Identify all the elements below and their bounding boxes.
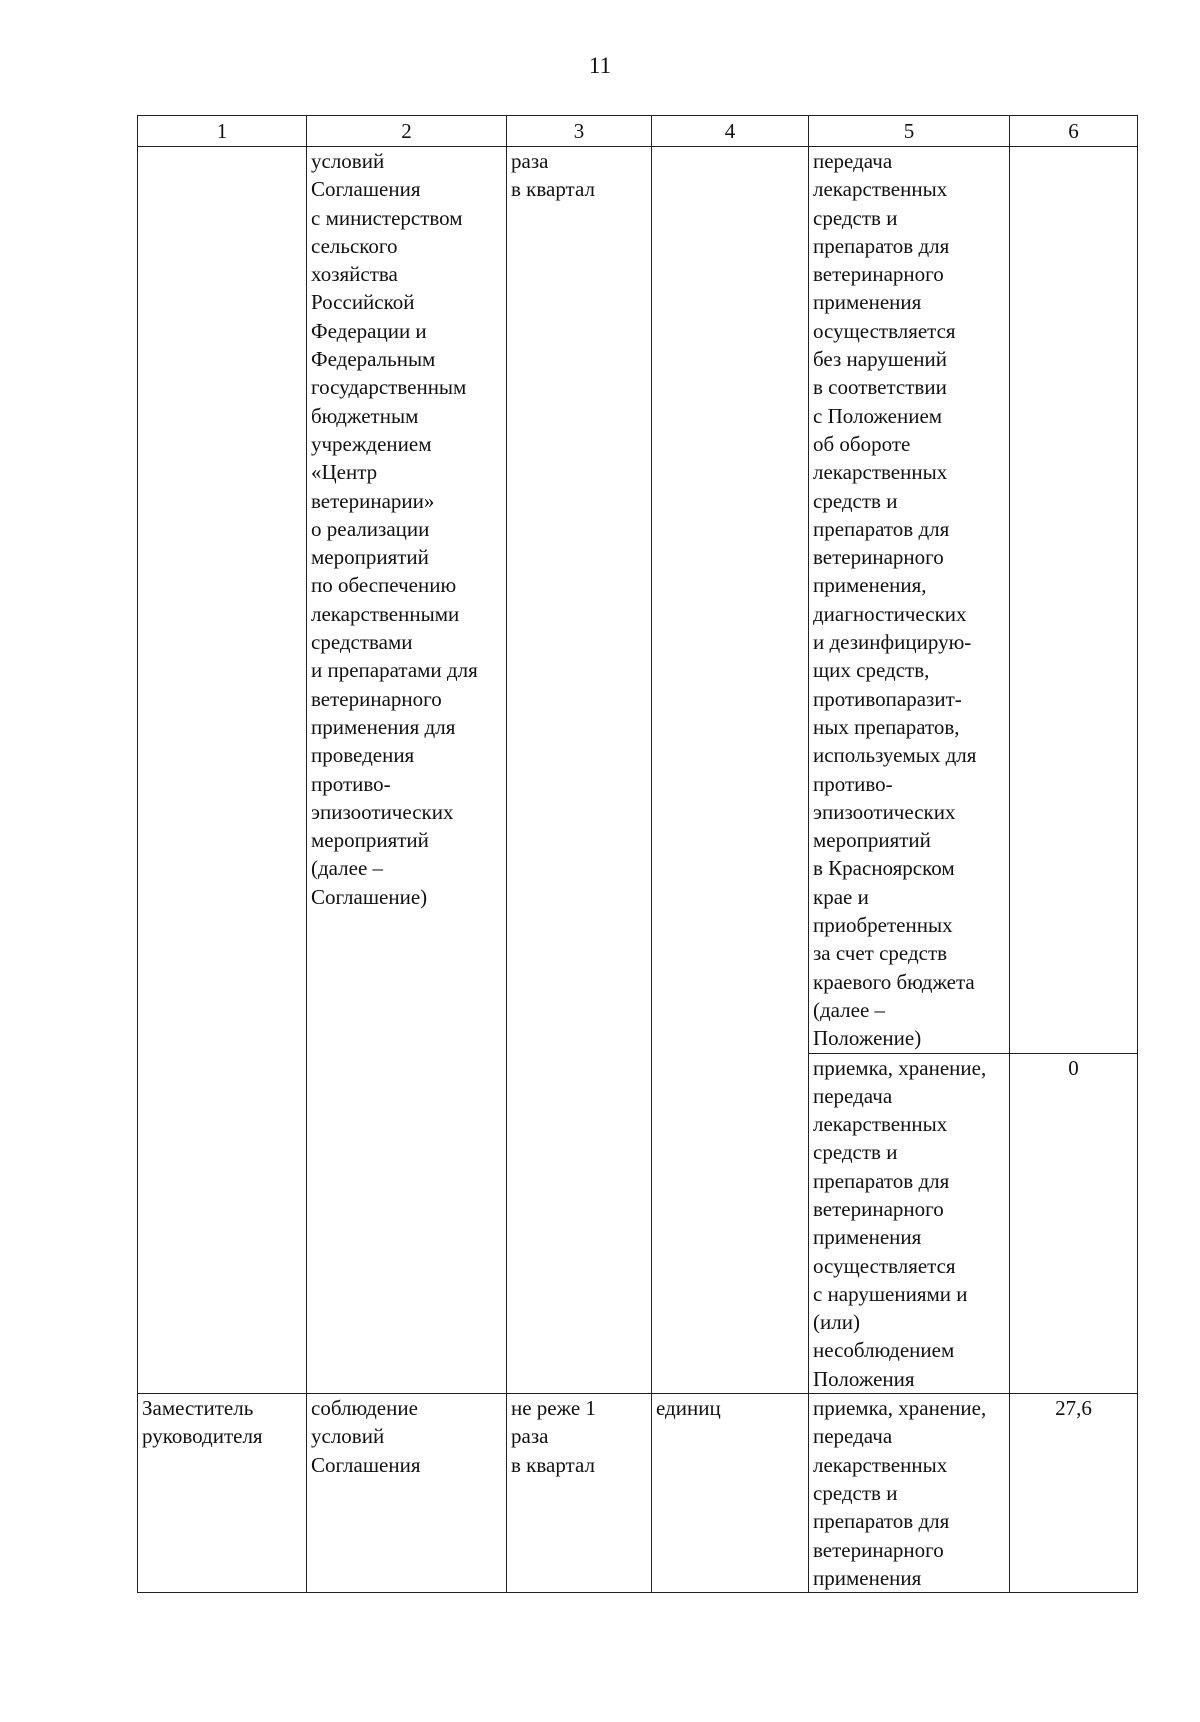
col-header-6: 6	[1010, 116, 1138, 147]
row3-position-cell: Заместитель руководителя	[138, 1394, 307, 1593]
criteria-table	[137, 115, 1138, 1593]
col-header-5: 5	[809, 116, 1010, 147]
page-number: 11	[588, 53, 612, 78]
row3-unit-cell: единиц	[652, 1394, 809, 1593]
table-row	[138, 147, 1138, 1054]
table-row	[138, 1394, 1138, 1593]
col-header-4: 4	[652, 116, 809, 147]
col-header-3: 3	[507, 116, 652, 147]
row1-value-cell	[1010, 147, 1138, 1054]
row1-criterion-cell: передача лекарственных средств и препаратов для ветеринарного применения осуществляется без нарушений в соответствии с Положением об обороте лекарственных средств и препаратов для ветеринарного применения, диагностических и дезинфицирую- щих средств, противопаразит- ных препаратов, используемых для противо- эпизоотических мероприятий в Красноярском крае и приобретенных за счет средств краевого бюджета (далее – Положение)	[809, 147, 1010, 1054]
row1-position-cell	[138, 147, 307, 1394]
row3-criterion-cell: приемка, хранение, передача лекарственных средств и препаратов для ветеринарного применения	[809, 1394, 1010, 1593]
row3-value-cell: 27,6	[1010, 1394, 1138, 1593]
row1-indicator-cell: условий Соглашения с министерством сельского хозяйства Российской Федерации и Федеральным государственным бюджетным учреждением «Центр ветеринарии» о реализации мероприятий по обеспечению лекарственными средствами и препаратами для ветеринарного применения для проведения противо- эпизоотических мероприятий (далее – Соглашение)	[307, 147, 507, 1394]
row1-periodicity-cell: раза в квартал	[507, 147, 652, 1394]
header-row	[138, 116, 1138, 147]
row2-value-cell: 0	[1010, 1053, 1138, 1394]
row2-criterion-cell: приемка, хранение, передача лекарственных средств и препаратов для ветеринарного применения осуществляется с нарушениями и (или) несоблюдением Положения	[809, 1053, 1010, 1394]
row3-indicator-cell: соблюдение условий Соглашения	[307, 1394, 507, 1593]
row3-periodicity-cell: не реже 1 раза в квартал	[507, 1394, 652, 1593]
col-header-1: 1	[138, 116, 307, 147]
col-header-2: 2	[307, 116, 507, 147]
row1-unit-cell	[652, 147, 809, 1394]
